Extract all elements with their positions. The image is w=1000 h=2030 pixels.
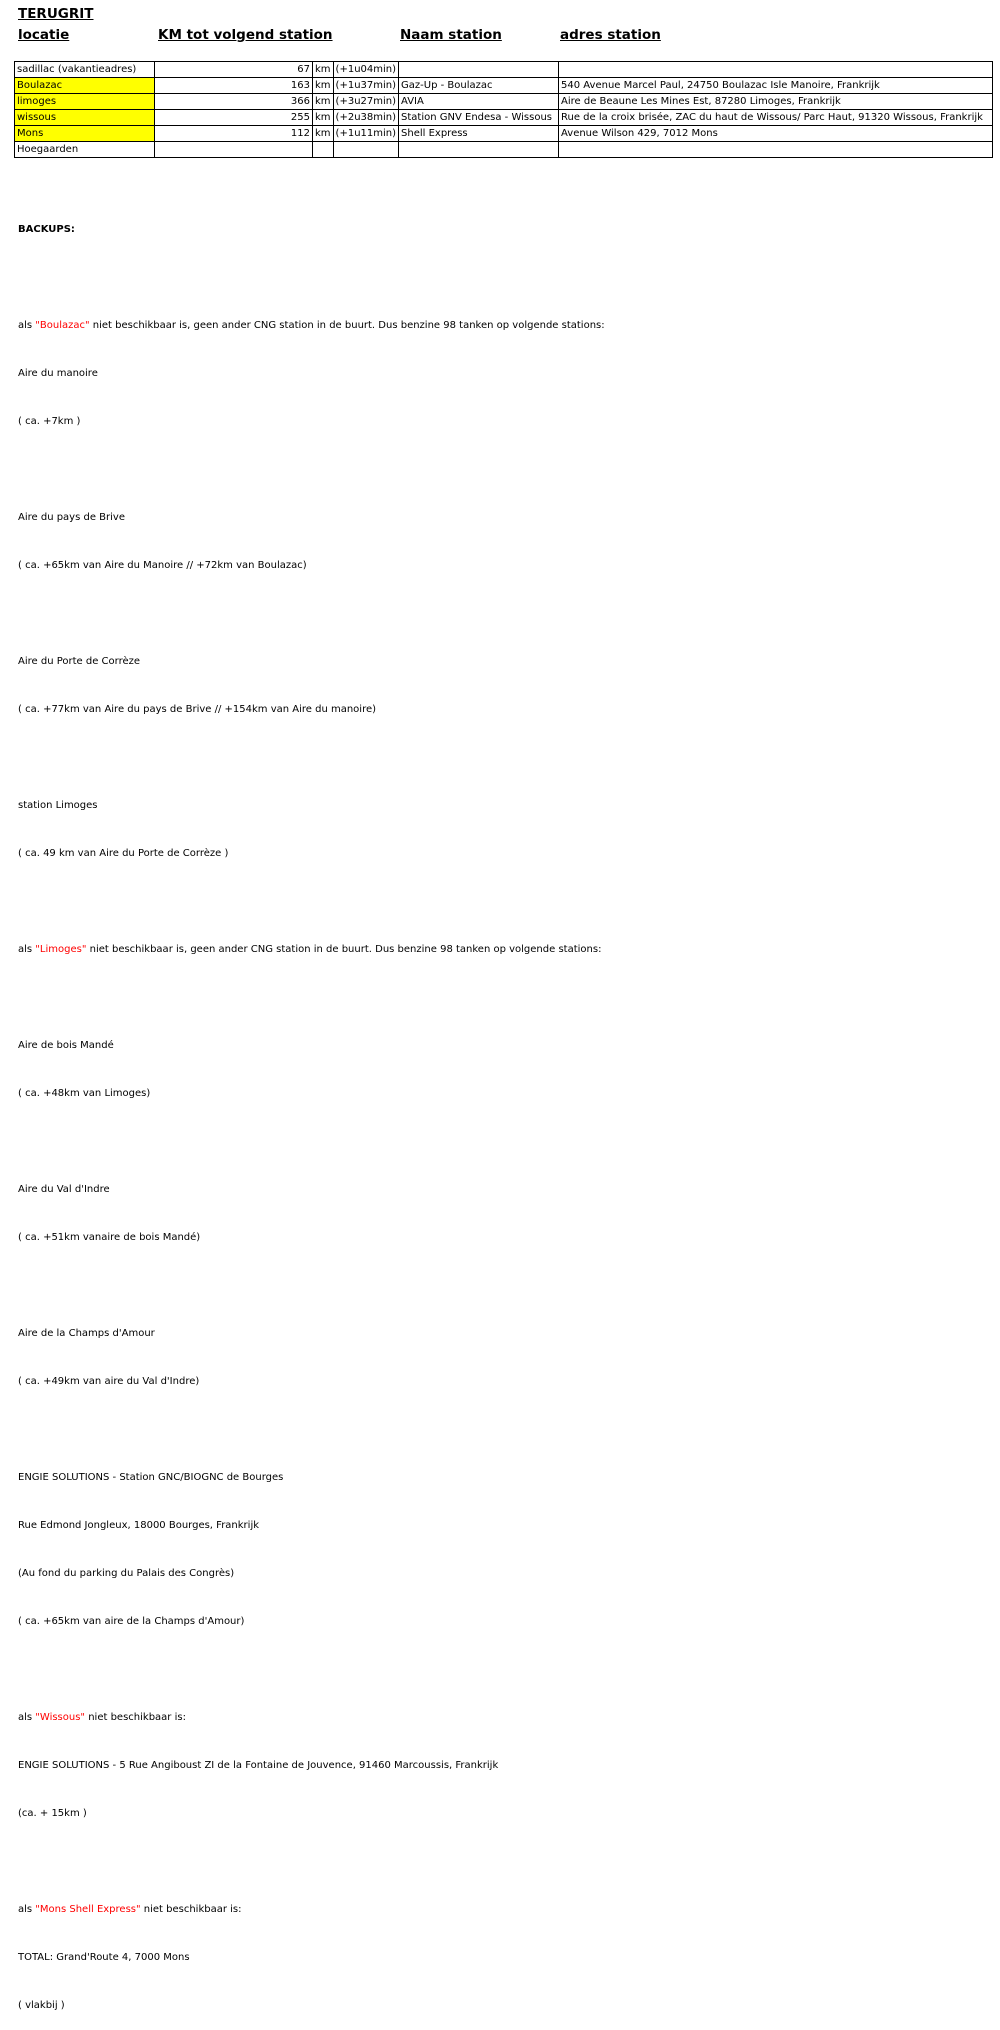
note-line: TOTAL: Grand'Route 4, 7000 Mons: [18, 1952, 190, 1963]
note-line: (ca. + 15km ): [18, 1808, 87, 1819]
note-line: ENGIE SOLUTIONS - 5 Rue Angiboust ZI de la Fontaine de Jouvence, 91460 Marcoussis, Frankrijk: [18, 1760, 499, 1771]
cell-time[interactable]: (+1u11min): [333, 126, 398, 142]
note-line: Rue Edmond Jongleux, 18000 Bourges, Frankrijk: [18, 1520, 260, 1531]
cell-unit[interactable]: km: [313, 62, 334, 78]
note-line: Aire de bois Mandé: [18, 1040, 114, 1051]
table-row: [15, 110, 993, 126]
note-line: Aire du pays de Brive: [18, 512, 125, 523]
cell-km[interactable]: 366: [155, 94, 313, 110]
route-table: [14, 61, 993, 158]
cell-unit[interactable]: km: [313, 110, 334, 126]
table-row: [15, 94, 993, 110]
cell-naam[interactable]: Shell Express: [399, 126, 559, 142]
note-line: ( ca. +49km van aire du Val d'Indre): [18, 1376, 200, 1387]
table-row: [15, 142, 993, 158]
cell-adres[interactable]: Aire de Beaune Les Mines Est, 87280 Limoges, Frankrijk: [559, 94, 993, 110]
table-row: [15, 78, 993, 94]
cell-locatie[interactable]: wissous: [15, 110, 155, 126]
cell-naam[interactable]: AVIA: [399, 94, 559, 110]
note-line: Aire du manoire: [18, 368, 98, 379]
header-km: KM tot volgend station: [158, 27, 333, 43]
note-line: (Au fond du parking du Palais des Congrès): [18, 1568, 235, 1579]
cell-km[interactable]: 163: [155, 78, 313, 94]
note-line: Aire de la Champs d'Amour: [18, 1328, 155, 1339]
backup-notes: [18, 190, 605, 2030]
note-line: Aire du Porte de Corrèze: [18, 656, 141, 667]
backup-limoges-intro: als "Limoges" niet beschikbaar is, geen ander CNG station in de buurt. Dus benzine 98 tanken op volgende stations:: [18, 944, 602, 955]
cell-km[interactable]: 112: [155, 126, 313, 142]
note-line: ENGIE SOLUTIONS - Station GNC/BIOGNC de Bourges: [18, 1472, 284, 1483]
note-line: ( ca. 49 km van Aire du Porte de Corrèze ): [18, 848, 229, 859]
cell-unit[interactable]: km: [313, 126, 334, 142]
note-line: ( ca. +65km van Aire du Manoire // +72km van Boulazac): [18, 560, 307, 571]
cell-time[interactable]: [333, 142, 398, 158]
table-row: [15, 126, 993, 142]
cell-km[interactable]: 255: [155, 110, 313, 126]
cell-locatie[interactable]: Boulazac: [15, 78, 155, 94]
note-line: ( ca. +51km vanaire de bois Mandé): [18, 1232, 201, 1243]
cell-time[interactable]: (+1u37min): [333, 78, 398, 94]
cell-time[interactable]: (+2u38min): [333, 110, 398, 126]
cell-time[interactable]: (+1u04min): [333, 62, 398, 78]
cell-unit[interactable]: km: [313, 94, 334, 110]
note-line: Aire du Val d'Indre: [18, 1184, 110, 1195]
note-line: station Limoges: [18, 800, 98, 811]
cell-adres[interactable]: 540 Avenue Marcel Paul, 24750 Boulazac Isle Manoire, Frankrijk: [559, 78, 993, 94]
cell-unit[interactable]: km: [313, 78, 334, 94]
page-title: TERUGRIT: [18, 6, 94, 22]
table-row: [15, 62, 993, 78]
cell-km[interactable]: [155, 142, 313, 158]
cell-naam[interactable]: [399, 62, 559, 78]
cell-adres[interactable]: [559, 62, 993, 78]
cell-locatie[interactable]: Mons: [15, 126, 155, 142]
backup-boulazac-intro: als "Boulazac" niet beschikbaar is, geen ander CNG station in de buurt. Dus benzine 98 tanken op volgende stations:: [18, 320, 605, 331]
header-locatie: locatie: [18, 27, 70, 43]
note-line: ( vlakbij ): [18, 2000, 65, 2011]
header-naam: Naam station: [400, 27, 502, 43]
cell-naam[interactable]: [399, 142, 559, 158]
backup-mons-intro: als "Mons Shell Express" niet beschikbaar is:: [18, 1904, 242, 1915]
cell-locatie[interactable]: sadillac (vakantieadres): [15, 62, 155, 78]
cell-adres[interactable]: Rue de la croix brisée, ZAC du haut de Wissous/ Parc Haut, 91320 Wissous, Frankrijk: [559, 110, 993, 126]
backups-title: BACKUPS:: [18, 224, 75, 235]
cell-locatie[interactable]: Hoegaarden: [15, 142, 155, 158]
cell-locatie[interactable]: limoges: [15, 94, 155, 110]
cell-km[interactable]: 67: [155, 62, 313, 78]
backup-wissous-intro: als "Wissous" niet beschikbaar is:: [18, 1712, 186, 1723]
note-line: ( ca. +77km van Aire du pays de Brive // +154km van Aire du manoire): [18, 704, 377, 715]
note-line: ( ca. +65km van aire de la Champs d'Amour): [18, 1616, 245, 1627]
cell-unit[interactable]: [313, 142, 334, 158]
header-adres: adres station: [560, 27, 661, 43]
cell-naam[interactable]: Gaz-Up - Boulazac: [399, 78, 559, 94]
note-line: ( ca. +7km ): [18, 416, 81, 427]
note-line: ( ca. +48km van Limoges): [18, 1088, 151, 1099]
cell-time[interactable]: (+3u27min): [333, 94, 398, 110]
cell-naam[interactable]: Station GNV Endesa - Wissous: [399, 110, 559, 126]
cell-adres[interactable]: Avenue Wilson 429, 7012 Mons: [559, 126, 993, 142]
cell-adres[interactable]: [559, 142, 993, 158]
